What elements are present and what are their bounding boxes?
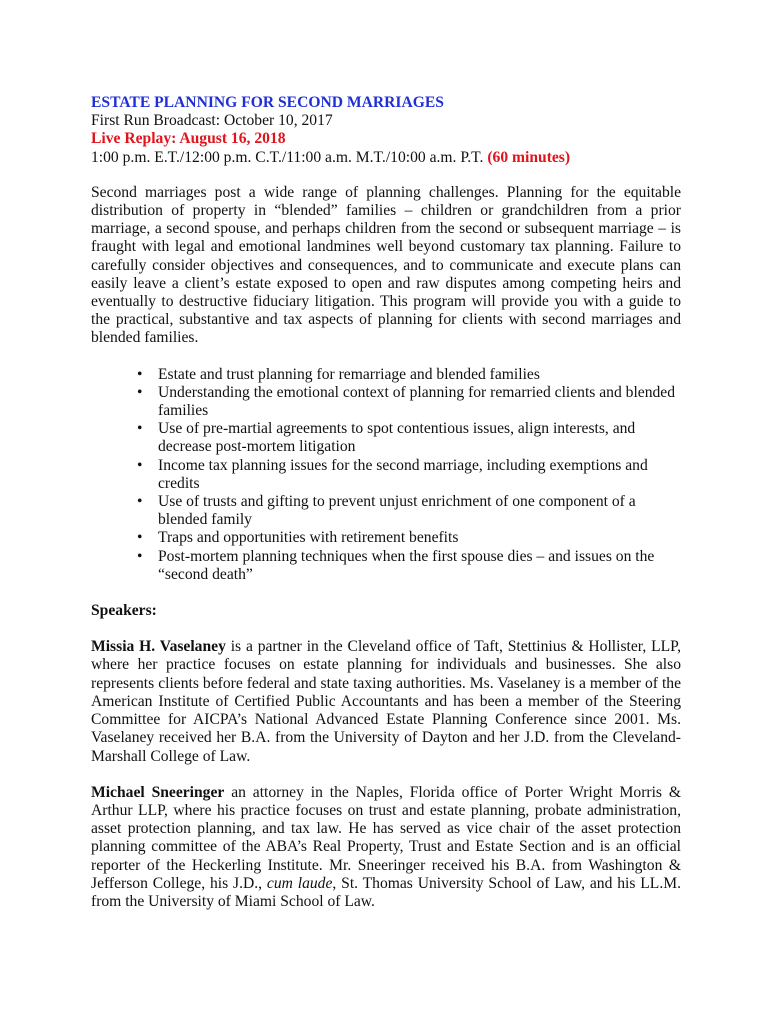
list-item bbox=[137, 420, 681, 456]
live-replay-date: Live Replay: August 16, 2018 bbox=[91, 130, 286, 148]
bullet-icon: • bbox=[137, 420, 143, 438]
speaker-bio-vaselaney bbox=[91, 638, 681, 765]
topic-text: Estate and trust planning for remarriage and blended families bbox=[158, 365, 540, 383]
bullet-icon: • bbox=[137, 383, 143, 401]
list-item bbox=[137, 529, 681, 547]
speakers-heading: Speakers: bbox=[91, 602, 157, 620]
topic-text: Post-mortem planning techniques when the first spouse dies – and issues on the “second death” bbox=[158, 547, 655, 583]
time-zones: 1:00 p.m. E.T./12:00 p.m. C.T./11:00 a.m. M.T./10:00 a.m. P.T. bbox=[91, 148, 484, 166]
topic-text: Traps and opportunities with retirement benefits bbox=[158, 529, 459, 547]
topic-text: Income tax planning issues for the second marriage, including exemptions and credits bbox=[158, 456, 648, 492]
list-item bbox=[137, 547, 681, 584]
topic-list bbox=[91, 366, 681, 584]
bullet-icon: • bbox=[137, 547, 143, 565]
document-page bbox=[91, 94, 681, 911]
speaker-bio-text: is a partner in the Cleveland office of Taft, Stettinius & Hollister, LLP, where her practice focuses on estate planning for individuals and businesses. She also represents clients before federal and state taxing authorities. Ms. Vaselaney is a member of the American Institute of Certified Public Accountants and has been a member of the Steering Committee for AICPA’s National Advanced Estate Planning Conference since 2001. Ms. Vaselaney received her B.A. from the University of Dayton and her J.D. from the Cleveland-Marshall College of Law. bbox=[91, 638, 681, 765]
topic-text: Use of trusts and gifting to prevent unjust enrichment of one component of a blended family bbox=[158, 493, 636, 529]
speaker-name: Michael Sneeringer bbox=[91, 783, 225, 801]
duration: (60 minutes) bbox=[487, 148, 571, 166]
list-item bbox=[137, 365, 681, 384]
broadcast-times bbox=[91, 149, 681, 167]
speaker-bio-text: an attorney in the Naples, Florida office of Porter Wright Morris & Arthur LLP, where his practice focuses on trust and estate planning, probate administration, asset protection planning, and tax law. He has served as vice chair of the asset protection planning committee of the ABA’s Real Property, Trust and Estate Section and is an official reporter of the Heckerling Institute. Mr. Sneeringer received his B.A. from Washington & Jefferson College, his J.D., bbox=[91, 783, 681, 892]
first-run-date: First Run Broadcast: October 10, 2017 bbox=[91, 112, 333, 130]
program-description: Second marriages post a wide range of planning challenges. Planning for the equitable distribution of property in “blended” families – children or grandchildren from a prior marriage, a second spouse, and perhaps children from the second or subsequent marriage – is fraught with legal and emotional landmines well beyond customary tax planning. Failure to carefully consider objectives and consequences, and to communicate and execute plans can easily leave a client’s estate exposed to open and raw disputes among competing heirs and eventually to destructive fiduciary litigation. This program will provide you with a guide to the practical, substantive and tax aspects of planning for clients with second marriages and blended families. bbox=[91, 183, 681, 347]
topic-text: Understanding the emotional context of planning for remarried clients and blended families bbox=[158, 383, 676, 420]
speaker-bio-honor: cum laude bbox=[266, 874, 333, 892]
bullet-icon: • bbox=[137, 456, 143, 474]
program-header bbox=[91, 94, 681, 167]
bullet-icon: • bbox=[137, 493, 143, 511]
list-item bbox=[137, 383, 681, 420]
speaker-bio-sneeringer bbox=[91, 784, 681, 911]
list-item bbox=[137, 456, 681, 493]
speaker-name: Missia H. Vaselaney bbox=[91, 638, 226, 656]
bullet-icon: • bbox=[137, 529, 143, 547]
bullet-icon: • bbox=[137, 365, 143, 383]
list-item bbox=[137, 493, 681, 529]
topic-text: Use of pre-martial agreements to spot contentious issues, align interests, and decrease post-mortem litigation bbox=[158, 420, 636, 456]
speaker-bio-text-end: , St. Thomas University School of Law, and his LL.M. from the University of Miami School of Law. bbox=[91, 874, 681, 910]
program-title: ESTATE PLANNING FOR SECOND MARRIAGES bbox=[91, 94, 444, 111]
